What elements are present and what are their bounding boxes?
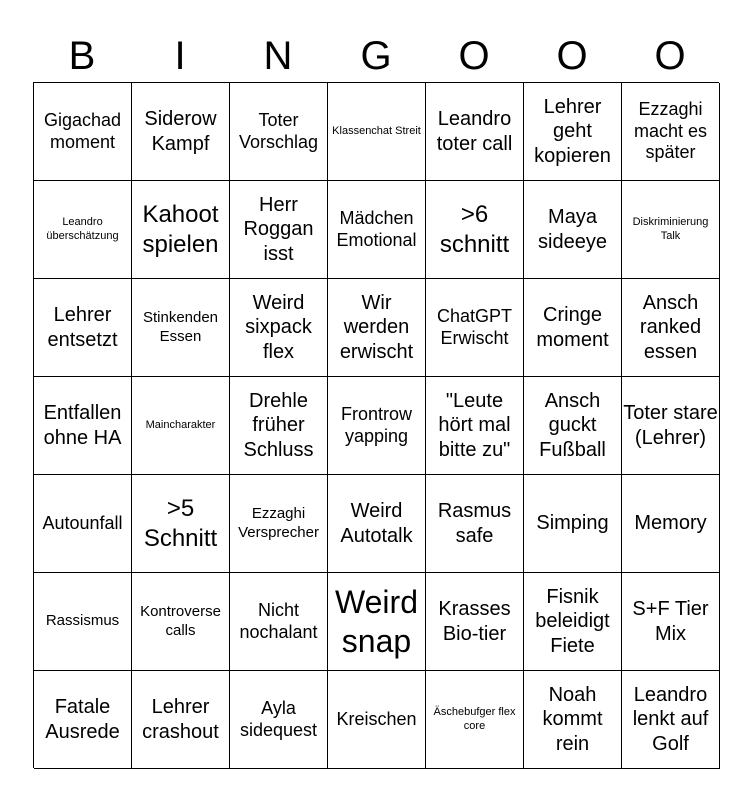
- bingo-cell[interactable]: Ezzaghi macht es später: [622, 83, 720, 181]
- bingo-cell[interactable]: Ezzaghi Versprecher: [230, 475, 328, 573]
- bingo-grid: [33, 82, 719, 768]
- bingo-cell[interactable]: "Leute hört mal bitte zu": [426, 377, 524, 475]
- bingo-cell[interactable]: Lehrer crashout: [132, 671, 230, 769]
- bingo-cell[interactable]: Frontrow yapping: [328, 377, 426, 475]
- bingo-cell[interactable]: Lehrer geht kopieren: [524, 83, 622, 181]
- bingo-cell[interactable]: Lehrer entsetzt: [34, 279, 132, 377]
- bingo-cell[interactable]: Stinkenden Essen: [132, 279, 230, 377]
- bingo-cell[interactable]: Toter Vorschlag: [230, 83, 328, 181]
- bingo-cell[interactable]: Herr Roggan isst: [230, 181, 328, 279]
- header-letter: N: [263, 34, 293, 78]
- bingo-cell[interactable]: Memory: [622, 475, 720, 573]
- bingo-cell[interactable]: Drehle früher Schluss: [230, 377, 328, 475]
- bingo-cell[interactable]: >5 Schnitt: [132, 475, 230, 573]
- bingo-cell[interactable]: Fatale Ausrede: [34, 671, 132, 769]
- bingo-cell[interactable]: Ansch ranked essen: [622, 279, 720, 377]
- bingo-cell[interactable]: Siderow Kampf: [132, 83, 230, 181]
- bingo-cell[interactable]: Weird sixpack flex: [230, 279, 328, 377]
- bingo-cell[interactable]: Maya sideeye: [524, 181, 622, 279]
- bingo-cell[interactable]: Diskriminierung Talk: [622, 181, 720, 279]
- bingo-cell[interactable]: Maincharakter: [132, 377, 230, 475]
- bingo-cell[interactable]: Äschebufger flex core: [426, 671, 524, 769]
- bingo-cell[interactable]: Noah kommt rein: [524, 671, 622, 769]
- bingo-cell[interactable]: Rasmus safe: [426, 475, 524, 573]
- bingo-cell[interactable]: Rassismus: [34, 573, 132, 671]
- bingo-cell[interactable]: Kreischen: [328, 671, 426, 769]
- bingo-cell[interactable]: Gigachad moment: [34, 83, 132, 181]
- bingo-cell[interactable]: Leandro toter call: [426, 83, 524, 181]
- bingo-cell[interactable]: Autounfall: [34, 475, 132, 573]
- bingo-cell[interactable]: S+F Tier Mix: [622, 573, 720, 671]
- bingo-cell[interactable]: ChatGPT Erwischt: [426, 279, 524, 377]
- header-letter: O: [654, 34, 686, 78]
- header-letter: I: [174, 34, 186, 78]
- bingo-cell[interactable]: Leandro lenkt auf Golf: [622, 671, 720, 769]
- bingo-cell[interactable]: Fisnik beleidigt Fiete: [524, 573, 622, 671]
- bingo-cell[interactable]: Klassenchat Streit: [328, 83, 426, 181]
- header-letter: G: [360, 34, 392, 78]
- bingo-cell[interactable]: Nicht nochalant: [230, 573, 328, 671]
- bingo-cell[interactable]: Krasses Bio-tier: [426, 573, 524, 671]
- header-letter: B: [68, 34, 96, 78]
- bingo-cell[interactable]: Ansch guckt Fußball: [524, 377, 622, 475]
- bingo-cell[interactable]: >6 schnitt: [426, 181, 524, 279]
- bingo-cell[interactable]: Toter stare (Lehrer): [622, 377, 720, 475]
- bingo-cell[interactable]: Cringe moment: [524, 279, 622, 377]
- bingo-cell[interactable]: Kontroverse calls: [132, 573, 230, 671]
- bingo-cell[interactable]: Weird Autotalk: [328, 475, 426, 573]
- bingo-cell[interactable]: Ayla sidequest: [230, 671, 328, 769]
- bingo-cell[interactable]: Mädchen Emotional: [328, 181, 426, 279]
- bingo-cell[interactable]: Simping: [524, 475, 622, 573]
- bingo-header: [33, 30, 719, 82]
- header-letter: O: [556, 34, 588, 78]
- bingo-cell[interactable]: Kahoot spielen: [132, 181, 230, 279]
- bingo-cell[interactable]: Weird snap: [328, 573, 426, 671]
- bingo-cell[interactable]: Leandro überschätzung: [34, 181, 132, 279]
- bingo-cell[interactable]: Wir werden erwischt: [328, 279, 426, 377]
- header-letter: O: [458, 34, 490, 78]
- bingo-cell[interactable]: Entfallen ohne HA: [34, 377, 132, 475]
